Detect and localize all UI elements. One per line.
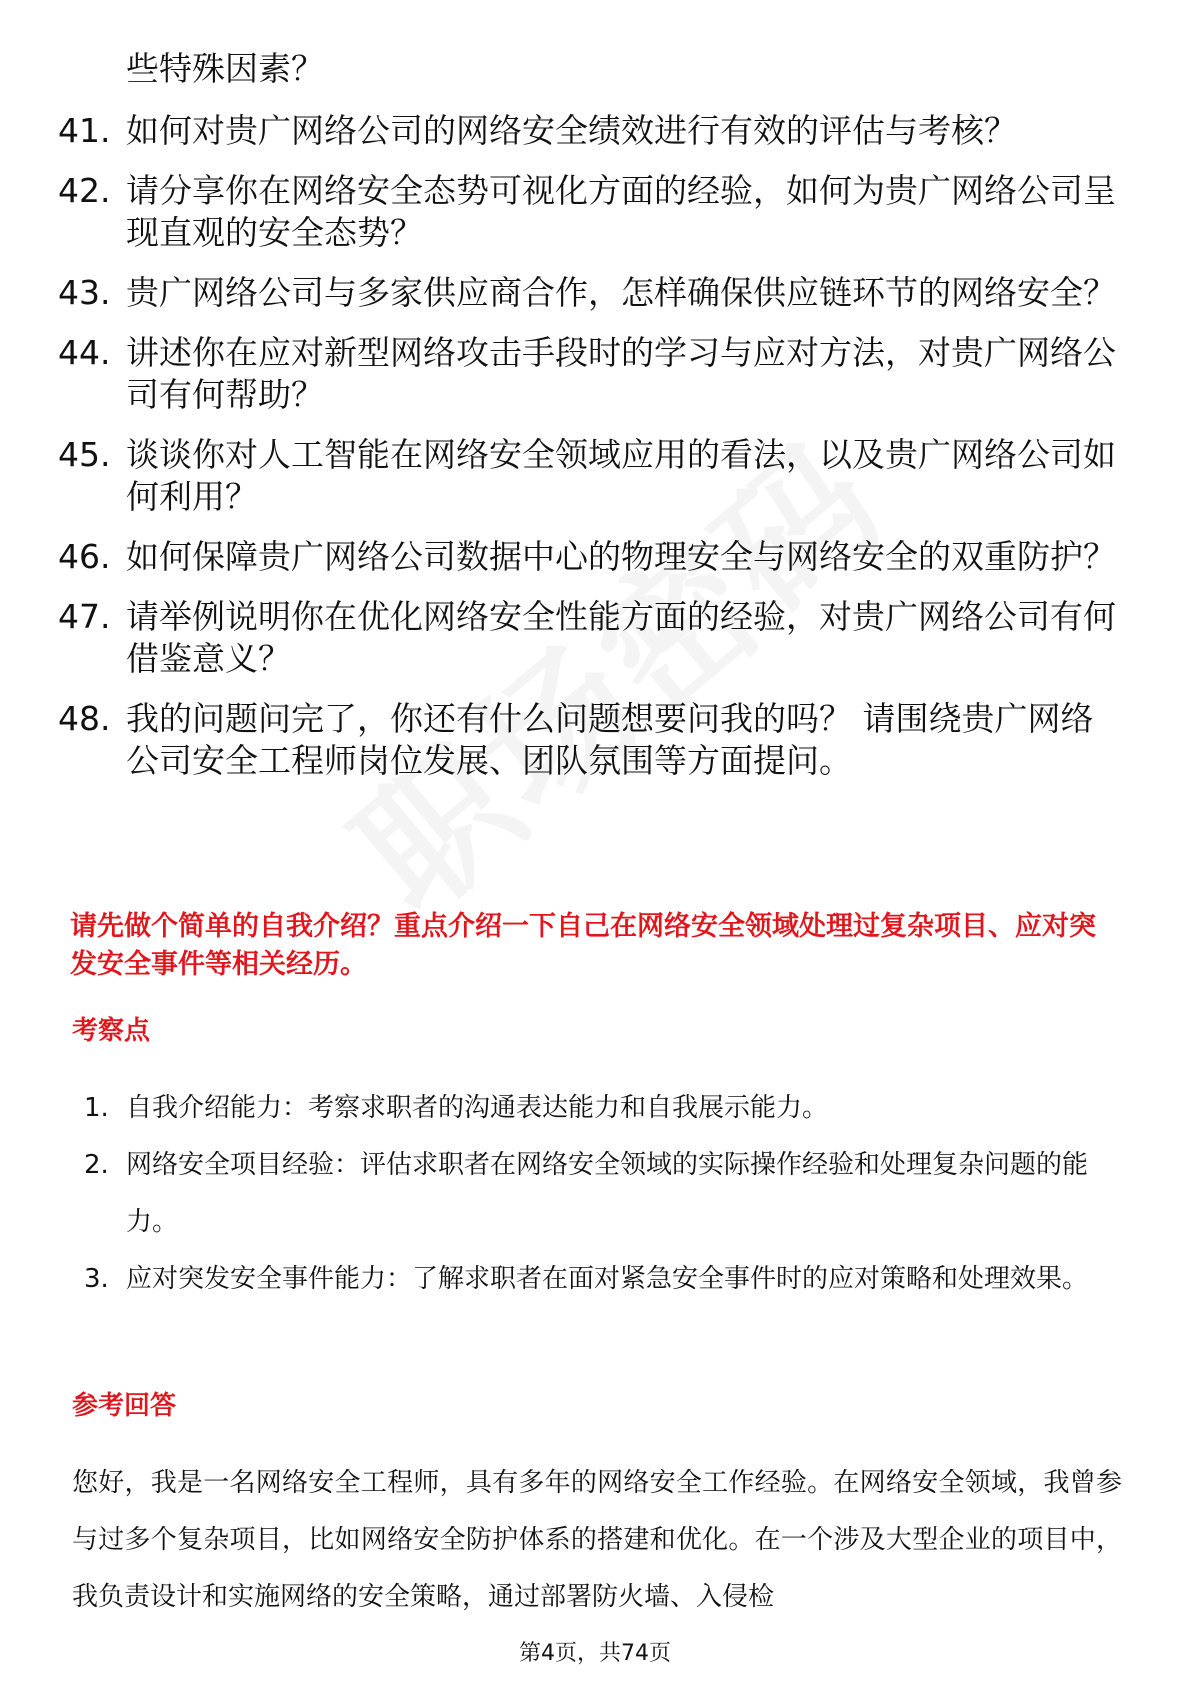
list-item <box>58 698 1118 782</box>
question-text: 如何对贵广网络公司的网络安全绩效进行有效的评估与考核？ <box>126 111 1017 150</box>
question-text: 贵广网络公司与多家供应商合作，怎样确保供应链环节的网络安全？ <box>126 273 1116 312</box>
list-item <box>58 332 1118 416</box>
question-text: 如何保障贵广网络公司数据中心的物理安全与网络安全的双重防护？ <box>126 537 1116 576</box>
question-list <box>58 110 1118 800</box>
question-text: 讲述你在应对新型网络攻击手段时的学习与应对方法，对贵广网络公司有何帮助？ <box>126 333 1116 414</box>
point-text: 网络安全项目经验：评估求职者在网络安全领域的实际操作经验和处理复杂问题的能力。 <box>126 1150 1089 1237</box>
question-number: 48. <box>58 699 111 738</box>
reference-answer: 您好，我是一名网络安全工程师，具有多年的网络安全工作经验。在网络安全领域，我曾参与过多个复杂项目，比如网络安全防护体系的搭建和优化。在一个涉及大型企业的项目中，我负责设计和实施网络的安全策略，通过部署防火墙、入侵检 <box>72 1468 1122 1612</box>
question-number: 44. <box>58 333 111 372</box>
point-number: 1. <box>84 1093 109 1123</box>
list-item <box>58 110 1118 152</box>
answer-label: 参考回答 <box>72 1391 177 1421</box>
list-item <box>58 596 1118 680</box>
question-number: 47. <box>58 597 111 636</box>
question-text: 我的问题问完了，你还有什么问题想要问我的吗？ 请围绕贵广网络公司安全工程师岗位发展、团队氛围等方面提问。 <box>126 699 1094 780</box>
question-number: 41. <box>58 111 111 150</box>
featured-question-heading: 请先做个简单的自我介绍？重点介绍一下自己在网络安全领域处理过复杂项目、应对突发安全事件等相关经历。 <box>70 911 1096 980</box>
question-number: 45. <box>58 435 111 474</box>
question-number: 42. <box>58 171 111 210</box>
question-number: 46. <box>58 537 111 576</box>
assessment-points <box>84 1080 1124 1308</box>
list-item <box>58 170 1118 254</box>
point-text: 应对突发安全事件能力：了解求职者在面对紧急安全事件时的应对策略和处理效果。 <box>126 1264 1089 1294</box>
list-item <box>58 434 1118 518</box>
question-text: 请举例说明你在优化网络安全性能方面的经验，对贵广网络公司有何借鉴意义？ <box>126 597 1116 678</box>
list-item <box>84 1251 1124 1308</box>
points-label: 考察点 <box>72 1016 151 1046</box>
list-item <box>84 1137 1124 1251</box>
continuation-text: 些特殊因素？ <box>126 49 324 88</box>
page-footer: 第4页，共74页 <box>519 1641 671 1666</box>
list-item <box>84 1080 1124 1137</box>
question-text: 请分享你在网络安全态势可视化方面的经验，如何为贵广网络公司呈现直观的安全态势？ <box>126 171 1116 252</box>
list-item <box>58 272 1118 314</box>
point-number: 3. <box>84 1264 109 1294</box>
point-number: 2. <box>84 1150 109 1180</box>
point-text: 自我介绍能力：考察求职者的沟通表达能力和自我展示能力。 <box>126 1093 829 1123</box>
question-number: 43. <box>58 273 111 312</box>
list-item <box>58 536 1118 578</box>
question-text: 谈谈你对人工智能在网络安全领域应用的看法，以及贵广网络公司如何利用？ <box>126 435 1116 516</box>
